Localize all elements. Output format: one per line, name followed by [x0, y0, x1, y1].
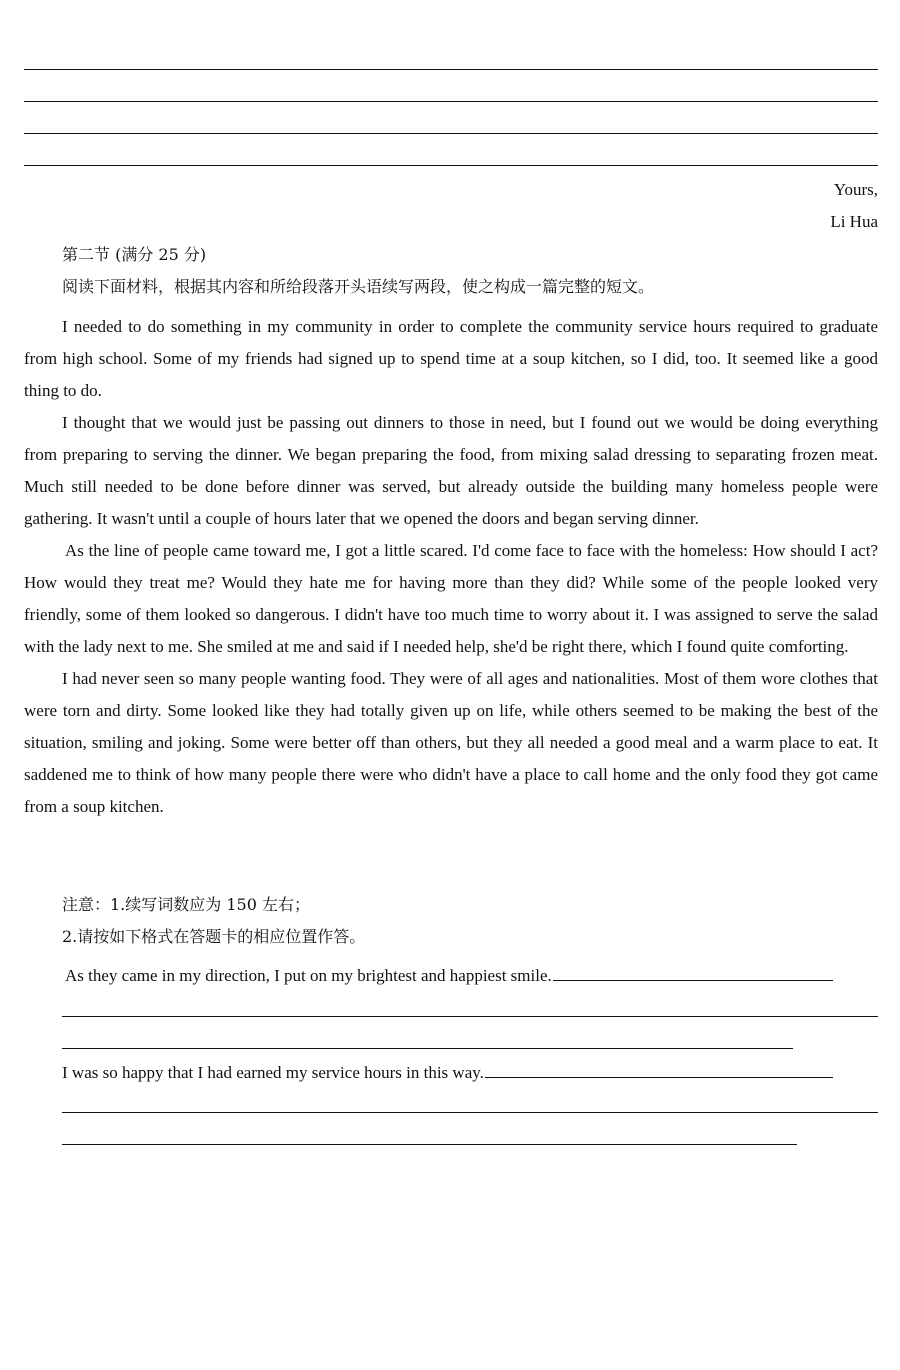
writing-line: [24, 69, 878, 70]
note-word-count: 注意：1.续写词数应为 150 左右；: [62, 895, 310, 914]
writing-line: [24, 133, 878, 134]
answer-line[interactable]: [62, 1048, 793, 1049]
passage-paragraph: I needed to do something in my community in order to complete the community service hours required to graduate from high school. Some of my friends had signed up to spend time at a soup kitchen, so I did, too. It seemed like a good thing to do.: [24, 317, 878, 400]
passage-paragraph: As the line of people came toward me, I got a little scared. I'd come face to face with the homeless: How should I act? How would they treat me? Would they hate me for having more than they did? While some of the people looked very friendly, some of them looked so dangerous. I didn't have too much time to worry about it. I was assigned to serve the salad with the lady next to me. She smiled at me and said if I needed help, she'd be right there, which I found quite comforting.: [24, 541, 878, 656]
section-header: [24, 239, 878, 303]
letter-closing: Yours,: [833, 180, 878, 199]
notes: [24, 889, 878, 953]
answer-line[interactable]: [62, 1144, 797, 1145]
passage-paragraph: I thought that we would just be passing out dinners to those in need, but I found out we would be doing everything from preparing to serving the dinner. We began preparing the food, from mixing salad dressing to separating frozen meat. Much still needed to be done before dinner was served, but already outside the building many homeless people were gathering. It wasn't until a couple of hours later that we opened the doors and began serving dinner.: [24, 413, 878, 528]
writing-line: [24, 165, 878, 166]
note-format: 2.请按如下格式在答题卡的相应位置作答。: [62, 927, 366, 946]
reading-passage: [24, 311, 878, 823]
continuation-prompt-1: [65, 960, 833, 992]
prompt-2-text: I was so happy that I had earned my service hours in this way.: [62, 1063, 484, 1082]
prompt-1-text: As they came in my direction, I put on my brightest and happiest smile.: [65, 966, 552, 985]
answer-line[interactable]: [62, 1112, 878, 1113]
writing-line: [24, 101, 878, 102]
answer-blank[interactable]: [485, 1077, 833, 1078]
letter-signoff: [830, 174, 878, 238]
letter-signature: Li Hua: [830, 212, 878, 231]
passage-paragraph: I had never seen so many people wanting food. They were of all ages and nationalities. Most of them wore clothes that were torn and dirty. Some looked like they had totally given up on life, while others seemed to be making the best of the situation, smiling and joking. Some were better off than others, but they all needed a good meal and a warm place to eat. It saddened me to think of how many people there were who didn't have a place to call home and the only food they got came from a soup kitchen.: [24, 669, 878, 816]
answer-line[interactable]: [62, 1016, 878, 1017]
continuation-prompt-2: [62, 1057, 833, 1089]
section-instruction: 阅读下面材料，根据其内容和所给段落开头语续写两段，使之构成一篇完整的短文。: [62, 277, 655, 296]
answer-blank[interactable]: [553, 980, 833, 981]
section-heading: 第二节 (满分 25 分): [62, 245, 207, 264]
